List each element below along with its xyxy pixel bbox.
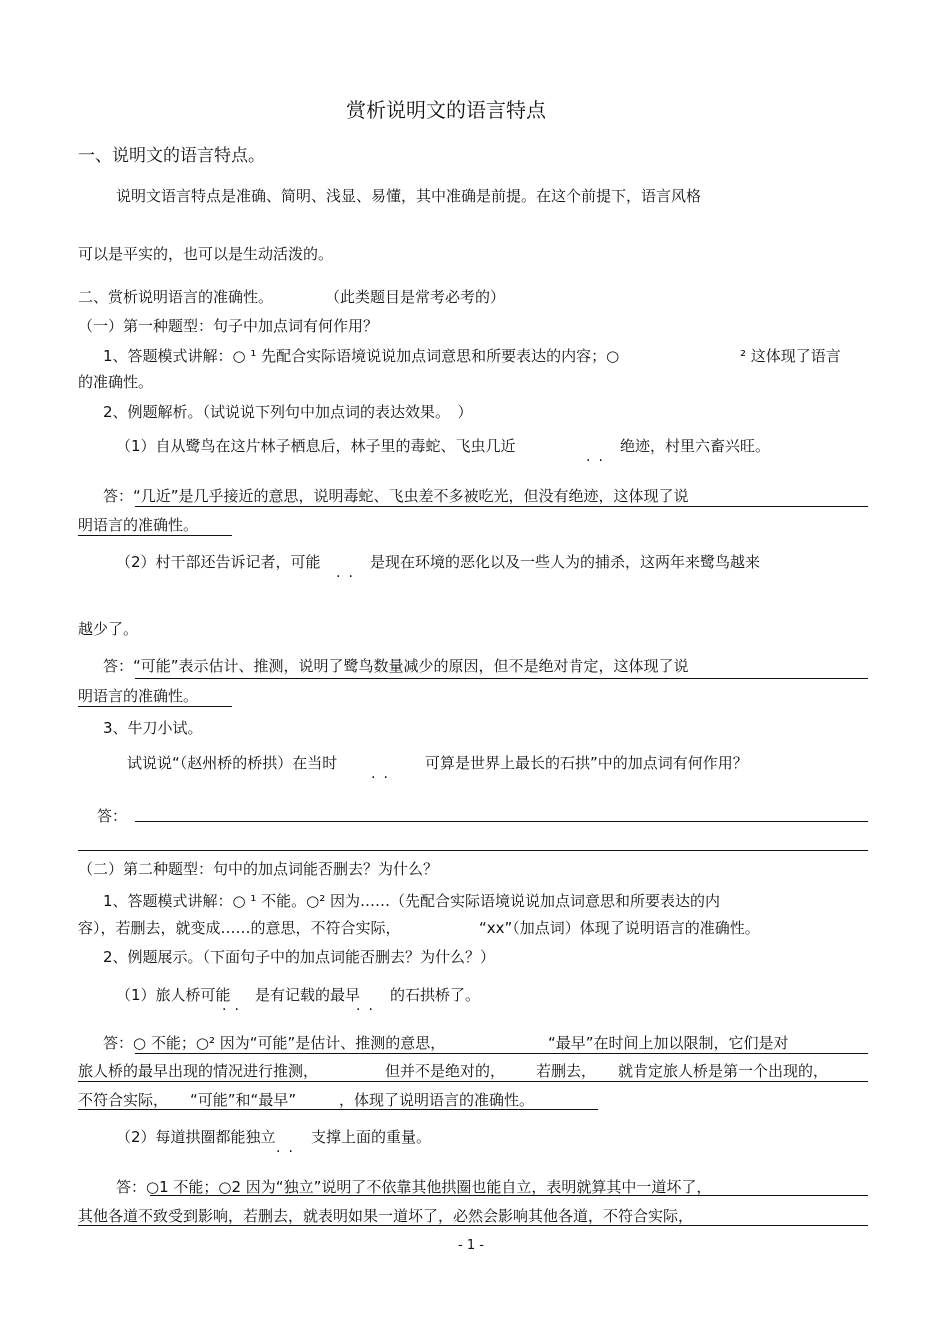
answer-underline xyxy=(135,506,868,507)
emphasis-dots: .. xyxy=(276,1140,301,1156)
answer-underline xyxy=(135,1053,868,1054)
answer-underline xyxy=(150,1195,868,1196)
type2-mode-line1: 1、答题模式讲解：○ ¹ 不能。○² 因为……（先配合实际语境说说加点词意思和所要表达的内 xyxy=(103,892,721,910)
type1-example1-text-end: 绝迹，村里六畜兴旺。 xyxy=(620,437,771,455)
section1-paragraph-line1: 说明文语言特点是准确、简明、浅显、易懂，其中准确是前提。在这个前提下，语言风格 xyxy=(116,187,702,205)
emphasis-dots: .. xyxy=(356,998,381,1014)
type2-answer2-line1: 答：○1 不能；○2 因为“独立”说明了不依靠其他拱圈也能自立，表明就算其中一道坏了， xyxy=(116,1178,712,1196)
section2-note: （此类题目是常考必考的） xyxy=(325,288,506,306)
type2-heading: （二）第二种题型：句中的加点词能否删去？为什么？ xyxy=(78,860,439,878)
type1-mode-line1-end: ² 这体现了语言 xyxy=(740,347,841,365)
section1-heading: 一、说明文的语言特点。 xyxy=(78,146,265,166)
type2-answer1-line3-b: “可能”和“最早” xyxy=(190,1091,297,1109)
type2-answer1-line3-a: 不符合实际， xyxy=(78,1091,169,1109)
type1-trial-question: 试说说“（赵州桥的桥拱）在当时 xyxy=(127,754,338,772)
type2-mode-line2: 容），若删去，就变成……的意思，不符合实际， xyxy=(78,919,401,937)
type2-example2-text: （2）每道拱圈都能独立 xyxy=(116,1128,276,1146)
answer-underline xyxy=(135,678,868,679)
type1-example2-text-end: 是现在环境的恶化以及一些人为的捕杀，这两年来鹭鸟越来 xyxy=(370,553,761,571)
type1-example-heading: 2、例题解析。（试说说下列句中加点词的表达效果。 ） xyxy=(103,403,473,421)
type1-example1-text: （1）自从鹭鸟在这片林子栖息后，林子里的毒蛇、飞虫几近 xyxy=(116,437,516,455)
type1-trial-question-end: 可算是世界上最长的石拱”中的加点词有何作用？ xyxy=(425,754,748,772)
type1-trial-answer-label: 答： xyxy=(97,807,128,825)
emphasis-dots: .. xyxy=(586,449,611,465)
type2-answer1-line3-c: ，体现了说明语言的准确性。 xyxy=(339,1091,535,1109)
page-number: - 1 - xyxy=(458,1238,484,1253)
answer-blank-line xyxy=(135,821,868,822)
emphasis-dots: .. xyxy=(371,766,396,782)
type2-example1-text-end: 的石拱桥了。 xyxy=(390,986,481,1004)
answer-underline xyxy=(78,1225,868,1226)
type2-example2-text-end: 支撑上面的重量。 xyxy=(311,1128,432,1146)
type2-example1-text-mid: 是有记载的最早 xyxy=(255,986,361,1004)
type1-answer2-line1: 答：“可能”表示估计、推测，说明了鹭鸟数量减少的原因，但不是绝对肯定，这体现了说 xyxy=(103,657,689,675)
section1-paragraph-line2: 可以是平实的，也可以是生动活泼的。 xyxy=(78,245,334,263)
answer-underline xyxy=(78,1109,598,1110)
type2-answer1-line1: 答：○ 不能；○² 因为“可能”是估计、推测的意思， xyxy=(103,1034,446,1052)
type1-trial-heading: 3、牛刀小试。 xyxy=(103,719,203,737)
type1-mode-line2: 的准确性。 xyxy=(78,373,154,391)
type1-answer1-line1: 答：“几近”是几乎接近的意思，说明毒蛇、飞虫差不多被吃光，但没有绝迹，这体现了说 xyxy=(103,487,689,505)
type2-answer1-line2-a: 旅人桥的最早出现的情况进行推测， xyxy=(78,1062,319,1080)
type2-answer1-line2-d: 就肯定旅人桥是第一个出现的， xyxy=(618,1062,829,1080)
page-title: 赏析说明文的语言特点 xyxy=(346,98,546,122)
type1-heading: （一）第一种题型：句子中加点词有何作用？ xyxy=(78,317,379,335)
type2-answer1-line1-end: “最早”在时间上加以限制，它们是对 xyxy=(548,1034,789,1052)
type2-answer1-line2-c: 若删去， xyxy=(536,1062,597,1080)
type1-mode-line1: 1、答题模式讲解：○ ¹ 先配合实际语境说说加点词意思和所要表达的内容；○ xyxy=(103,347,620,365)
type2-answer1-line2-b: 但并不是绝对的， xyxy=(385,1062,506,1080)
answer-underline xyxy=(78,706,232,707)
type1-example2-line2: 越少了。 xyxy=(78,620,139,638)
type2-example-heading: 2、例题展示。（下面句子中的加点词能否删去？为什么？） xyxy=(103,948,496,966)
type2-example1-text: （1）旅人桥可能 xyxy=(116,986,231,1004)
emphasis-dots: .. xyxy=(222,998,247,1014)
type1-answer1-line2: 明语言的准确性。 xyxy=(78,516,199,534)
type1-answer2-line2: 明语言的准确性。 xyxy=(78,687,199,705)
answer-underline xyxy=(78,1081,868,1082)
answer-blank-line xyxy=(78,850,868,851)
type1-example2-text: （2）村干部还告诉记者，可能 xyxy=(116,553,321,571)
section2-heading: 二、赏析说明语言的准确性。 xyxy=(78,288,274,306)
emphasis-dots: .. xyxy=(336,565,361,581)
type2-mode-line2-end: “xx”（加点词）体现了说明语言的准确性。 xyxy=(479,919,760,937)
answer-underline xyxy=(78,535,232,536)
type2-answer2-line2: 其他各道不致受到影响，若删去，就表明如果一道坏了，必然会影响其他各道，不符合实际， xyxy=(78,1207,694,1225)
